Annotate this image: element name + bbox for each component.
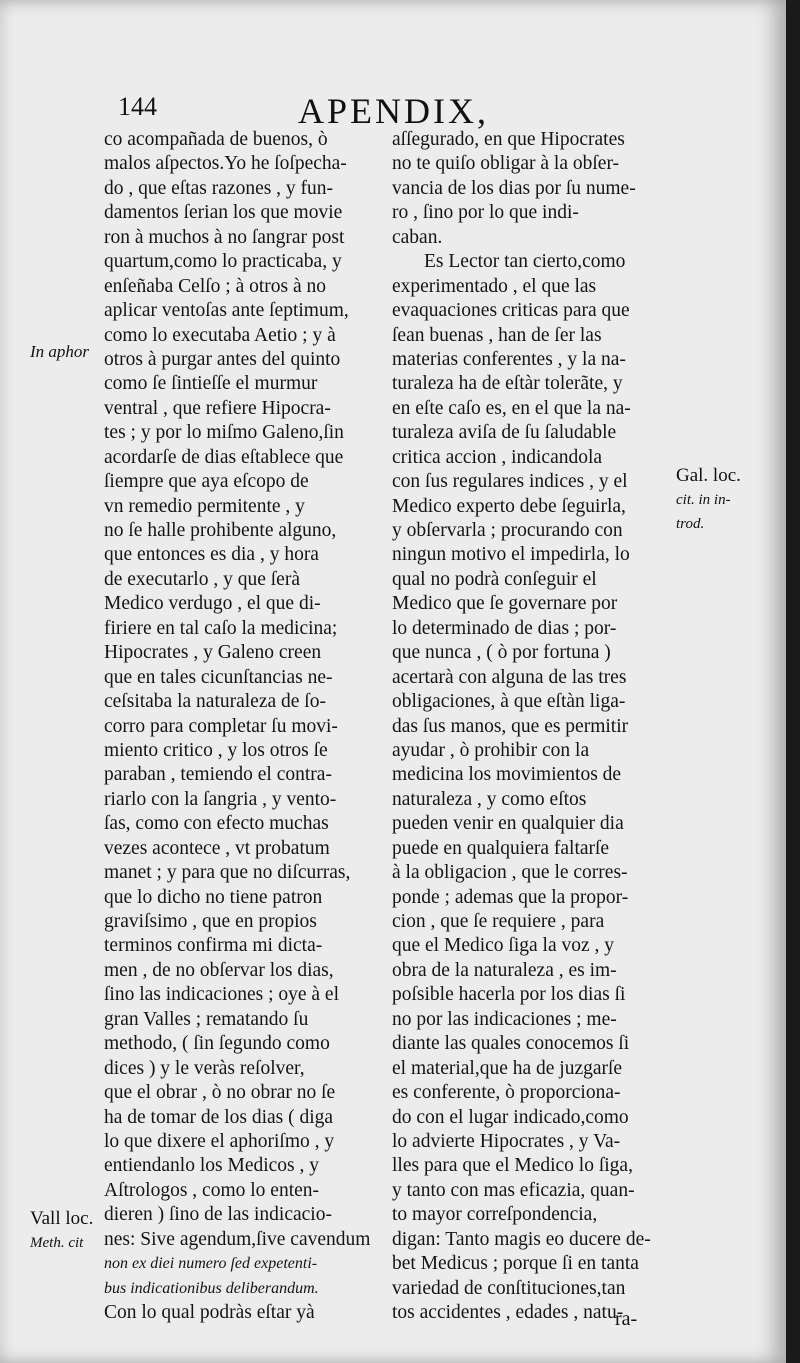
text-line: damentos ſerian los que movie bbox=[104, 202, 343, 224]
text-line: y obſervarla ; procurando con bbox=[392, 520, 623, 541]
margin-note-line: Gal. loc. bbox=[676, 465, 741, 486]
text-line: co acompañada de buenos, ò bbox=[104, 129, 328, 150]
text-line: como lo executaba Aetio ; y à bbox=[104, 324, 336, 346]
margin-note-line: trod. bbox=[676, 516, 705, 532]
text-line: entiendanlo los Medicos , y bbox=[104, 1155, 320, 1177]
text-line: que en tales cicunſtancias ne- bbox=[104, 666, 333, 688]
text-line: critica accion , indicandola bbox=[392, 446, 603, 468]
text-line: como ſe ſintieſſe el murmur bbox=[104, 373, 318, 395]
text-line: firiere en tal caſo la medicina; bbox=[104, 617, 338, 639]
page-header bbox=[0, 92, 786, 132]
text-line: ro , ſino por lo que indi- bbox=[392, 202, 579, 224]
text-line: medicina los movimientos de bbox=[392, 764, 622, 786]
text-line: malos aſpectos.Yo he ſoſpecha- bbox=[104, 153, 347, 175]
text-line: graviſsimo , que en propios bbox=[104, 911, 317, 932]
text-line: puede en qualquiera faltarſe bbox=[392, 837, 610, 859]
margin-note-line: Vall loc. bbox=[30, 1208, 94, 1229]
text-line: terminos confirma mi dicta- bbox=[104, 935, 323, 957]
text-line: Con lo qual podràs eſtar yà bbox=[104, 1302, 315, 1323]
text-line: que nunca , ( ò por fortuna ) bbox=[392, 642, 611, 664]
text-line: tes ; y por lo miſmo Galeno,ſin bbox=[104, 422, 344, 444]
text-line: gran Valles ; rematando ſu bbox=[104, 1008, 309, 1030]
text-line: do , que eſtas razones , y fun- bbox=[104, 177, 334, 199]
text-line: Medico verdugo , el que di- bbox=[104, 593, 321, 615]
margin-note-galen bbox=[676, 464, 741, 536]
text-line: obligaciones, à que eſtàn liga- bbox=[392, 691, 626, 713]
text-line: vn remedio permitente , y bbox=[104, 495, 305, 517]
text-line: Medico experto debe ſeguirla, bbox=[392, 495, 626, 517]
text-line: otros à purgar antes del quinto bbox=[104, 348, 341, 370]
margin-note-line: Meth. cit bbox=[30, 1235, 84, 1251]
text-line: acordarſe de dias eſtablece que bbox=[104, 446, 344, 468]
text-line: de executarlo , y que ſerà bbox=[104, 568, 300, 590]
text-line: das ſus manos, que es permitir bbox=[392, 715, 629, 737]
text-line: ningun motivo el impedirla, lo bbox=[392, 544, 630, 566]
text-line: ponde ; ademas que la propor- bbox=[392, 886, 629, 908]
text-line: digan: Tanto magis eo ducere de- bbox=[392, 1228, 651, 1250]
text-line: que el obrar , ò no obrar no ſe bbox=[104, 1082, 336, 1104]
text-line: que el Medico ſiga la voz , y bbox=[392, 935, 615, 957]
text-line: Hipocrates , y Galeno creen bbox=[104, 642, 322, 664]
text-line: riarlo con la ſangria , y vento- bbox=[104, 788, 337, 810]
text-line: dieren ) ſino de las indicacio- bbox=[104, 1204, 332, 1226]
text-line: methodo, ( ſin ſegundo como bbox=[104, 1033, 330, 1055]
page-number: 144 bbox=[118, 92, 157, 121]
margin-note-aphor: In aphor bbox=[30, 342, 90, 361]
text-line: ſas, como con efecto muchas bbox=[104, 813, 329, 835]
text-line: variedad de conſtituciones,tan bbox=[392, 1277, 626, 1299]
text-line: el material,que ha de juzgarſe bbox=[392, 1057, 623, 1079]
text-line: dices ) y le veràs reſolver, bbox=[104, 1057, 305, 1079]
text-line: lo que dixere el aphoriſmo , y bbox=[104, 1130, 335, 1152]
text-line: bus indicationibus deliberandum. bbox=[104, 1279, 319, 1297]
text-line: non ex diei numero ſed expetenti- bbox=[104, 1255, 318, 1273]
text-line: experimentado , el que las bbox=[392, 275, 597, 297]
right-text-column bbox=[392, 128, 662, 1325]
text-line: con ſus regulares indices , y el bbox=[392, 471, 628, 493]
text-line: aplicar ventoſas ante ſeptimum, bbox=[104, 300, 349, 322]
text-line: do con el lugar indicado,como bbox=[392, 1106, 629, 1128]
text-line: vezes acontece , vt probatum bbox=[104, 837, 330, 859]
text-line: turaleza aviſa de ſu ſaludable bbox=[392, 422, 617, 444]
text-line: pueden venir en qualquier dia bbox=[392, 813, 624, 835]
text-line: corro para completar ſu movi- bbox=[104, 715, 338, 737]
text-line: enſeñaba Celſo ; à otros à no bbox=[104, 275, 327, 297]
left-text-column bbox=[104, 128, 376, 1325]
text-line: y tanto con mas eficazia, quan- bbox=[392, 1179, 635, 1201]
text-line: obra de la naturaleza , es im- bbox=[392, 959, 617, 981]
text-line: caban. bbox=[392, 226, 443, 248]
text-line: ventral , que refiere Hipocra- bbox=[104, 397, 331, 419]
text-line: tos accidentes , edades , natu- bbox=[392, 1302, 624, 1323]
text-line: no te quiſo obligar à la obſer- bbox=[392, 153, 620, 175]
text-line: cion , que ſe requiere , para bbox=[392, 911, 605, 932]
running-title: APENDIX, bbox=[298, 91, 489, 131]
text-line: turaleza ha de eſtàr tolerãte, y bbox=[392, 373, 623, 395]
text-line: quartum,como lo practicaba, y bbox=[104, 251, 342, 273]
text-line: to mayor correſpondencia, bbox=[392, 1204, 598, 1226]
text-line: no por las indicaciones ; me- bbox=[392, 1008, 617, 1030]
text-line: nes: Sive agendum,ſive cavendum bbox=[104, 1228, 371, 1250]
text-line: ceſsitaba la naturaleza de ſo- bbox=[104, 691, 326, 713]
text-line: poſsible hacerla por los dias ſi bbox=[392, 984, 626, 1006]
text-line: lles para que el Medico lo ſiga, bbox=[392, 1155, 633, 1177]
text-line: aſſegurado, en que Hipocrates bbox=[392, 129, 625, 150]
text-line: materias conferentes , y la na- bbox=[392, 348, 626, 370]
text-line: diante las quales conocemos ſi bbox=[392, 1033, 630, 1055]
text-line: Medico que ſe governare por bbox=[392, 593, 618, 615]
text-line: ſiempre que aya eſcopo de bbox=[104, 471, 309, 493]
text-line: vancia de los dias por ſu nume- bbox=[392, 177, 636, 199]
text-line: que entonces es dia , y hora bbox=[104, 544, 319, 566]
text-line: ſean buenas , han de ſer las bbox=[392, 324, 602, 346]
text-line: que lo dicho no tiene patron bbox=[104, 886, 323, 908]
text-line: Aſtrologos , como lo enten- bbox=[104, 1179, 320, 1201]
text-line: en eſte caſo es, en el que la na- bbox=[392, 397, 631, 419]
text-line: evaquaciones criticas para que bbox=[392, 300, 630, 322]
text-line: paraban , temiendo el contra- bbox=[104, 764, 332, 786]
text-line: lo advierte Hipocrates , y Va- bbox=[392, 1130, 621, 1152]
text-line: no ſe halle prohibente alguno, bbox=[104, 520, 337, 541]
text-line: men , de no obſervar los dias, bbox=[104, 959, 334, 981]
text-line: qual no podrà conſeguir el bbox=[392, 568, 597, 590]
text-line: ha de tomar de los dias ( diga bbox=[104, 1106, 334, 1128]
text-line: lo determinado de dias ; por- bbox=[392, 617, 617, 639]
text-line: à la obligacion , que le corres- bbox=[392, 862, 628, 884]
text-line: miento critico , y los otros ſe bbox=[104, 739, 328, 761]
text-line: ſino las indicaciones ; oye à el bbox=[104, 984, 340, 1006]
text-line: ayudar , ò prohibir con la bbox=[392, 739, 590, 761]
text-line: naturaleza , y como eſtos bbox=[392, 788, 587, 810]
text-line: manet ; y para que no diſcurras, bbox=[104, 862, 351, 884]
text-line: bet Medicus ; porque ſi en tanta bbox=[392, 1253, 639, 1275]
margin-note-line: cit. in in- bbox=[676, 492, 731, 508]
catchword: ra- bbox=[615, 1308, 638, 1330]
text-line: Es Lector tan cierto,como bbox=[424, 251, 626, 273]
text-line: es conferente, ò proporciona- bbox=[392, 1082, 621, 1104]
text-line: acertarà con alguna de las tres bbox=[392, 666, 627, 688]
margin-note-valles bbox=[30, 1207, 93, 1255]
text-line: ron à muchos à no ſangrar post bbox=[104, 226, 345, 248]
